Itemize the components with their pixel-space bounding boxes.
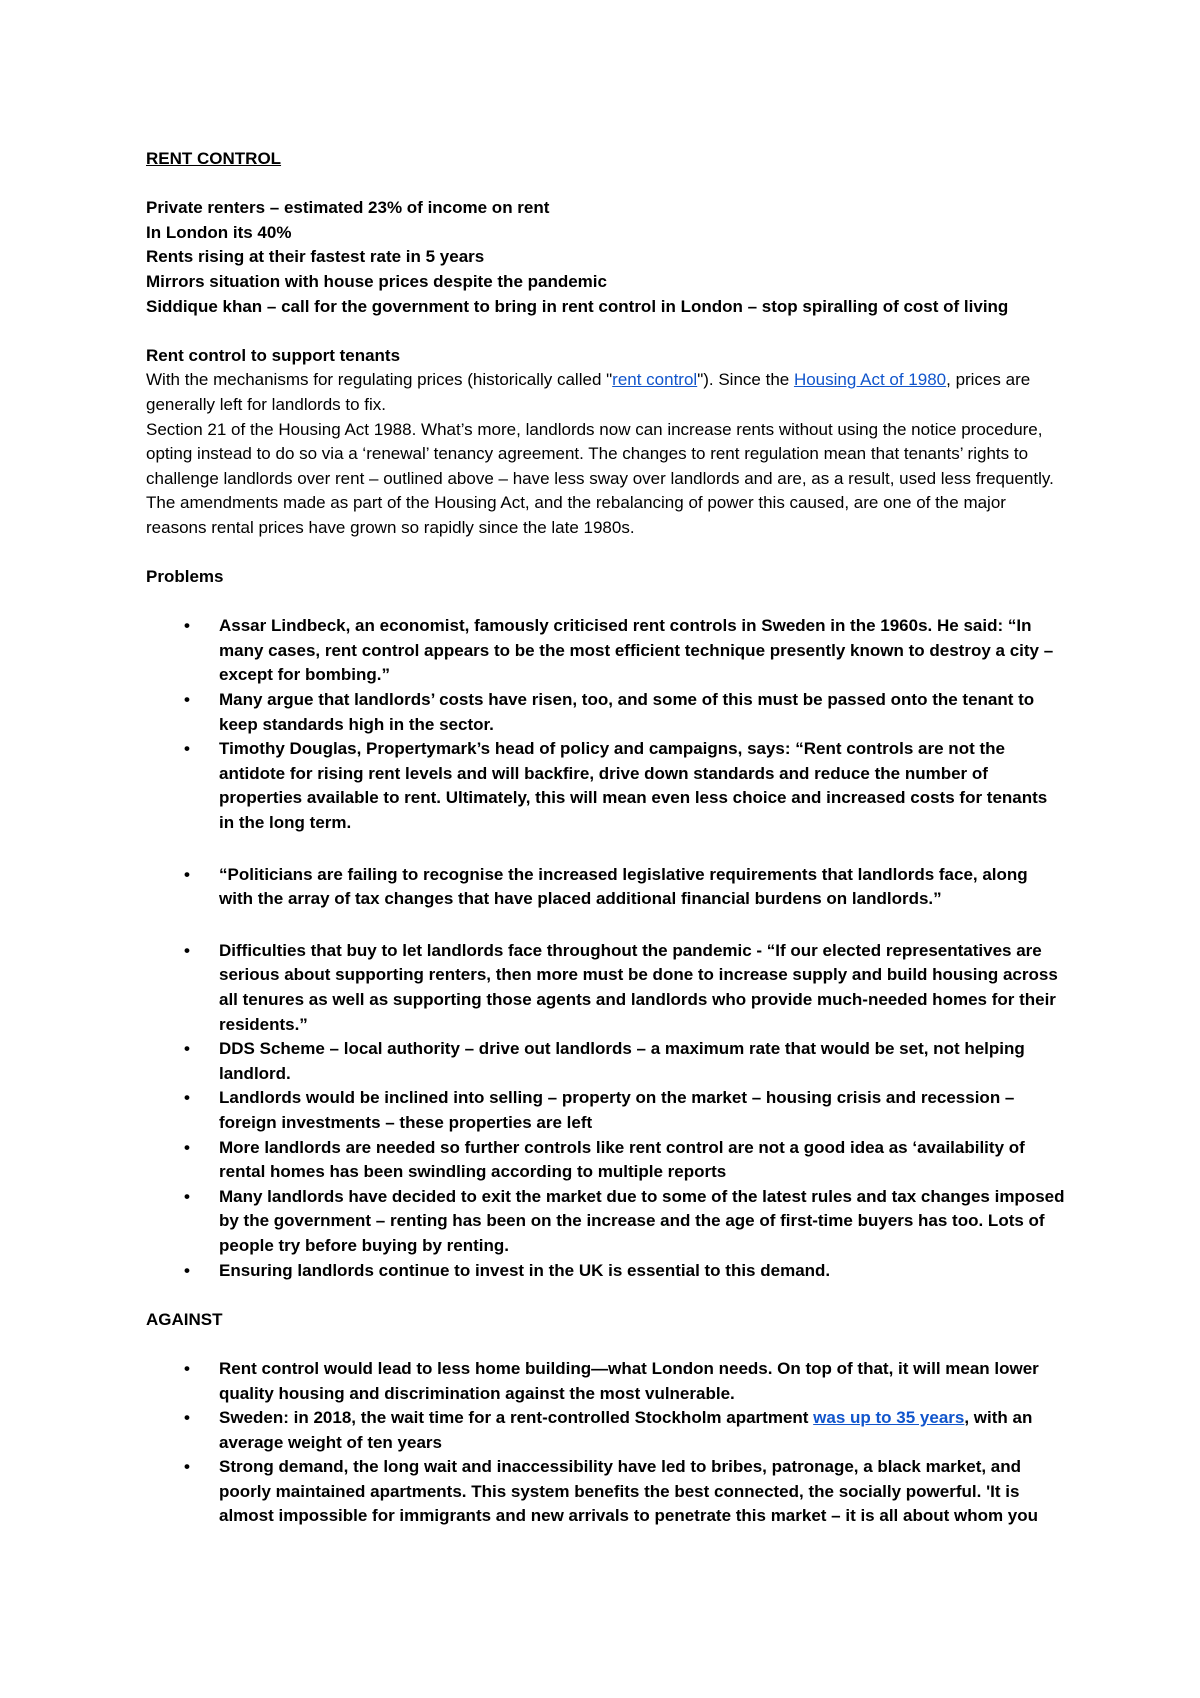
text-run: , prices are generally left for landlords to fix. [146, 370, 1031, 414]
list-item-text: , with an average weight of ten years [219, 1408, 1033, 1452]
support-paragraph-2: Section 21 of the Housing Act 1988. What’s more, landlords now can increase rents without using the notice procedure, opting instead to do so via a ‘renewal’ tenancy agreement. The changes to rent regulation mean that tenants’ rights to challenge landlords over rent – outlined above – have less sway over landlords and are, as a result, used less frequently. The amendments made as part of the Housing Act, and the rebalancing of power this caused, are one of the major reasons rental prices have grown so rapidly since the late 1980s. [146, 419, 1054, 537]
bullet-icon: • [184, 1186, 190, 1206]
bullet-icon: • [184, 1137, 190, 1157]
bullet-icon: • [184, 1039, 190, 1059]
spacer [146, 541, 1066, 566]
bullet-icon: • [184, 1408, 190, 1428]
bullet-icon: • [184, 1260, 190, 1280]
list-item [146, 863, 1066, 912]
list-item-text: Rent control would lead to less home building—what London needs. On top of that, it will mean lower quality housing and discrimination against the most vulnerable. [219, 1358, 1039, 1403]
list-item [146, 614, 1066, 688]
against-heading: AGAINST [146, 1309, 223, 1329]
list-item-text: Difficulties that buy to let landlords face throughout the pandemic - “If our elected representatives are serious about supporting renters, then more must be done to increase supply and build housing across all tenures as well as supporting those agents and landlords who provide much-needed homes for their residents.” [219, 940, 1058, 1034]
problems-list [146, 614, 1066, 1283]
spacer [146, 590, 1066, 615]
list-item [146, 1086, 1066, 1135]
bullet-icon: • [184, 1358, 190, 1378]
bullet-icon: • [184, 739, 190, 759]
list-item-text: Timothy Douglas, Propertymark’s head of policy and campaigns, says: “Rent controls are not the antidote for rising rent levels and will backfire, drive down standards and reduce the number of properties available to rent. Ultimately, this will mean even less choice and increased costs for tenants in the long term. [219, 739, 1048, 833]
bullet-icon: • [184, 1457, 190, 1477]
list-item [146, 1037, 1066, 1086]
intro-line: Mirrors situation with house prices despite the pandemic [146, 271, 607, 291]
list-item-text: Ensuring landlords continue to invest in the UK is essential to this demand. [219, 1260, 831, 1280]
bullet-icon: • [184, 690, 190, 710]
list-item [146, 688, 1066, 737]
against-list [146, 1357, 1066, 1529]
list-item-text: Many landlords have decided to exit the market due to some of the latest rules and tax changes imposed by the government – renting has been on the increase and the age of first-time buyers has too. Lots of people try before buying by renting. [219, 1186, 1065, 1255]
support-heading: Rent control to support tenants [146, 345, 401, 365]
intro-line: In London its 40% [146, 222, 292, 242]
list-item [146, 1185, 1066, 1259]
spacer [146, 1283, 1066, 1308]
spacer [146, 172, 1066, 197]
list-item-text: “Politicians are failing to recognise the increased legislative requirements that landlords face, along with the array of tax changes that have placed additional financial burdens on landlords.” [219, 864, 1028, 909]
document-page [146, 147, 1066, 1529]
rent-control-link[interactable]: rent control [612, 370, 698, 390]
list-item [146, 1455, 1066, 1529]
spacer [146, 319, 1066, 344]
list-item-text: Strong demand, the long wait and inaccessibility have led to bribes, patronage, a black market, and poorly maintained apartments. This system benefits the best connected, the socially powerful. 'It is almost impossible for immigrants and new arrivals to penetrate this market – it is all about whom you [219, 1457, 1039, 1526]
list-item-text: Assar Lindbeck, an economist, famously criticised rent controls in Sweden in the 1960s. He said: “In many cases, rent control appears to be the most efficient technique presently known to destroy a city – except for bombing.” [219, 616, 1054, 685]
list-item-text: DDS Scheme – local authority – drive out landlords – a maximum rate that would be set, not helping landlord. [219, 1039, 1025, 1083]
intro-line: Siddique khan – call for the government to bring in rent control in London – stop spiralling of cost of living [146, 296, 1009, 316]
list-item-text: Sweden: in 2018, the wait time for a rent-controlled Stockholm apartment [219, 1408, 814, 1428]
list-item [146, 1406, 1066, 1455]
text-run: With the mechanisms for regulating prices (historically called " [146, 370, 613, 390]
bullet-icon: • [184, 1088, 190, 1108]
housing-act-1980-link[interactable]: Housing Act of 1980 [793, 370, 947, 390]
list-item [146, 737, 1066, 835]
spacer [146, 1332, 1066, 1357]
list-item-text: Landlords would be inclined into selling – property on the market – housing crisis and recession – foreign investments – these properties are left [219, 1088, 1015, 1132]
bullet-icon: • [184, 940, 190, 960]
support-paragraph-1 [146, 368, 1066, 417]
intro-block [146, 196, 1066, 319]
intro-line: Private renters – estimated 23% of income on rent [146, 198, 550, 218]
text-run: "). Since the [697, 370, 794, 390]
intro-line: Rents rising at their fastest rate in 5 years [146, 247, 485, 267]
list-item-text: More landlords are needed so further controls like rent control are not a good idea as ‘availability of rental homes has been swindling according to multiple reports [219, 1137, 1025, 1182]
document-title: RENT CONTROL [146, 149, 282, 168]
list-item [146, 939, 1066, 1037]
list-item [146, 1136, 1066, 1185]
problems-heading: Problems [146, 567, 224, 587]
bullet-icon: • [184, 864, 190, 884]
bullet-icon: • [184, 616, 190, 636]
list-item-text: Many argue that landlords’ costs have risen, too, and some of this must be passed onto the tenant to keep standards high in the sector. [219, 690, 1035, 734]
list-item [146, 1259, 1066, 1284]
wait-time-link[interactable]: was up to 35 years [813, 1408, 965, 1428]
list-item [146, 1357, 1066, 1406]
